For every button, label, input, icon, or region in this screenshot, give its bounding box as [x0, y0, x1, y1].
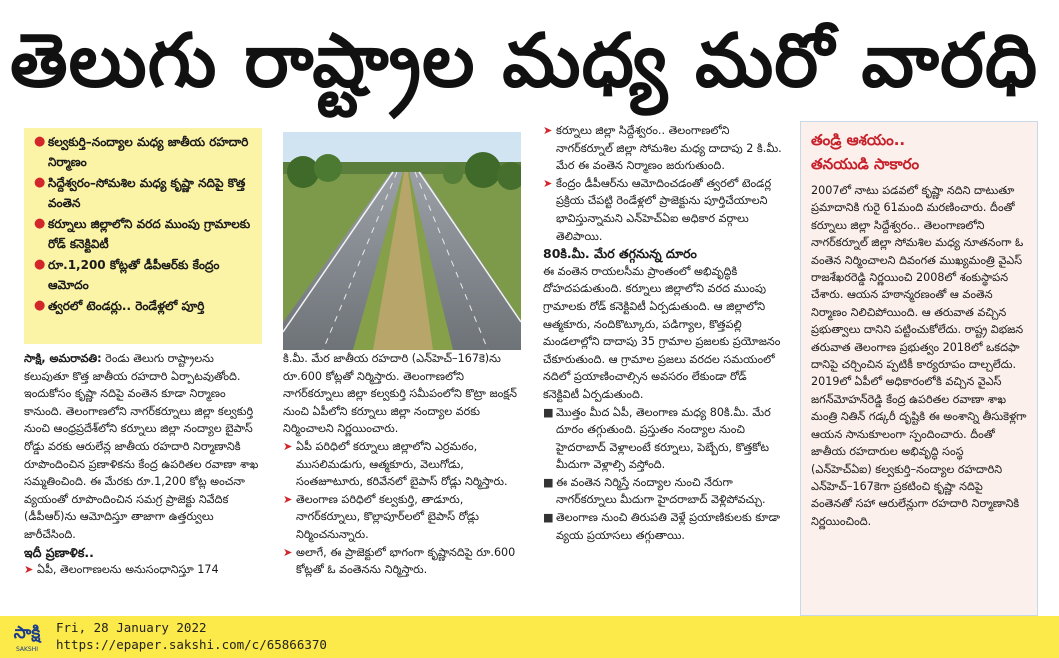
- list-item: [543, 404, 783, 474]
- list-item-text: కర్నూలు జిల్లా సిద్దేశ్వరం.. తెలంగాణలోని నాగర్‌కర్నూల్ జిల్లా సోమశిల మధ్య దాదాపు 2 కి.మీ. మేర ఈ వంతెన నిర్మాణం జరుగుతుంది.: [556, 124, 782, 173]
- list-item: [543, 474, 783, 509]
- list-item-text: మొత్తం మీద ఏపీ, తెలంగాణ మధ్య 80కి.మీ. మేర దూరం తగ్గుతుంది. ప్రస్తుతం నంద్యాల నుంచి హైదరాబాద్ వెళ్లాలంటే కర్నూలు, పెబ్బేరు, కొత్తకోట మీదుగా వెళ్లాల్సి వస్తోంది.: [556, 405, 771, 472]
- list-item: [283, 438, 521, 491]
- list-item-text: ఏపీ పరిధిలో కర్నూలు జిల్లాలోని ఎర్రమఠం, ముసలిమడుగు, ఆత్మకూరు, వెలుగోడు, సంతజూటూరు, కరివేనలో బైపాస్ రోడ్లు నిర్మిస్తారు.: [296, 439, 508, 489]
- list-item: [24, 561, 262, 579]
- sidebar-title: తండ్రి ఆశయం..: [811, 131, 906, 149]
- section-subhead: ఇదీ ప్రణాళిక..: [24, 544, 94, 560]
- column-2: [283, 350, 521, 614]
- highlight-text: కర్నూలు జిల్లాలోని వరద ముంపు గ్రామాలకు రోడ్ కనెక్టివిటీ: [48, 217, 251, 251]
- square-bullet-icon: ■: [543, 405, 554, 419]
- highlight-item: [32, 132, 256, 172]
- highlight-item: [32, 173, 256, 213]
- bullet-dot-icon: ●: [34, 216, 46, 231]
- list-item-text: తెలంగాణ పరిధిలో కల్వకుర్తి, తాడూరు, నాగర్‌కర్నూలు, కొల్లాపూర్‌లలో బైపాస్ రోడ్లు నిర్మించనున్నారు.: [296, 492, 480, 541]
- highlight-text: కల్వకుర్తి–నంద్యాల మధ్య జాతీయ రహదారి నిర్మాణం: [48, 135, 249, 169]
- sidebar-box: [800, 121, 1038, 616]
- arrow-bullet-icon: ➤: [283, 545, 293, 559]
- square-bullet-icon: ■: [543, 475, 554, 489]
- highlight-item: [32, 296, 256, 316]
- highlight-text: రూ.1,200 కోట్లతో డీపీఆర్‌కు కేంద్రం ఆమోదం: [48, 258, 220, 292]
- headline: తెలుగు రాష్ట్రాల మధ్య మరో వారధి: [10, 18, 1039, 104]
- list-item-text: కేంద్రం డీపీఆర్‌ను ఆమోదించడంతో త్వరలో టెండర్ల ప్రక్రియ చేపట్టి రెండేళ్లలో ప్రాజెక్టును పూర్తిచేయాలని భావిస్తున్నామని ఎన్‌హెచ్ఏఐ అధికార వర్గాలు తెలిపాయి.: [556, 176, 772, 243]
- sidebar-subtitle: తనయుడి సాకారం: [811, 155, 920, 173]
- sakshi-logo: [4, 621, 50, 654]
- list-item-text: ఈ వంతెన నిర్మిస్తే నంద్యాల నుంచి నేరుగా నాగర్‌కర్నూలు మీదుగా హైదరాబాద్ వెళ్లిపోవచ్చు.: [556, 475, 766, 507]
- highlight-item: [32, 255, 256, 295]
- highway-image: [283, 132, 521, 350]
- list-item: [283, 491, 521, 544]
- article-text: కి.మీ. మేర జాతీయ రహదారి (ఎన్‌హెచ్–167కె)ను రూ.600 కోట్లతో నిర్మిస్తారు. తెలంగాణలోని నాగర్‌కర్నూలు జిల్లా కల్వకుర్తి సమీపంలోని కొట్రా జంక్షన్ నుంచి ఏపీలోని కర్నూలు జిల్లా నంద్యాల వరకు నిర్మించాలని నిర్ణయించారు.: [283, 352, 518, 436]
- highlight-item: [32, 214, 256, 254]
- article-text: ఈ వంతెన రాయలసీమ ప్రాంతంలో అభివృద్ధికి దోహదపడుతుంది. కర్నూలు జిల్లాలోని వరద ముంపు గ్రామాలకు రోడ్ కనెక్టివిటీ ఏర్పడుతుంది. ఆ జిల్లాలోని ఆత్మకూరు, నందికొట్కూరు, పడిగ్యాల, కొత్తపల్లి మండలాల్లోని దాదాపు 35 గ్రామాల ప్రజలకు ప్రయోజనం చేకూరుతుంది. ఆ గ్రామాల ప్రజలు వరదల సమయంలో నదిలో ప్రయాణించాల్సిన అవసరం లేకుండా రోడ్ కనెక్టివిటీ ఏర్పడుతుంది.: [543, 264, 781, 401]
- highlight-text: త్వరలో టెండర్లు.. రెండేళ్లలో పూర్తి: [48, 299, 205, 313]
- column-1: [24, 350, 262, 614]
- bullet-dot-icon: ●: [34, 257, 46, 272]
- highway-photo: [283, 132, 521, 350]
- highlight-text: సిద్దేశ్వరం–సోమశిల మధ్య కృష్ణా నదిపై కొత్త వంతెన: [48, 176, 246, 210]
- footer-bar: [0, 616, 1059, 658]
- edition-date: Fri, 28 January 2022: [56, 620, 207, 635]
- bullet-dot-icon: ●: [34, 134, 46, 149]
- arrow-bullet-icon: ➤: [283, 492, 293, 506]
- list-item: [283, 544, 521, 579]
- bullet-dot-icon: ●: [34, 175, 46, 190]
- section-subhead: 80కి.మీ. మేర తగ్గనున్న దూరం: [543, 246, 697, 262]
- column-3: [543, 122, 783, 614]
- highlights-box: [24, 128, 262, 344]
- list-item: [543, 122, 783, 175]
- list-item: [543, 175, 783, 245]
- dateline: సాక్షి, అమరావతి:: [24, 352, 102, 365]
- list-item: [543, 509, 783, 544]
- article-text: రెండు తెలుగు రాష్ట్రాలను కలుపుతూ కొత్త జాతీయ రహదారి ఏర్పాటవుతోంది. ఇందుకోసం కృష్ణా నదిపై వంతెన కూడా నిర్మాణం కానుంది. తెలంగాణలోని నాగర్‌కర్నూలు జిల్లా కల్వకుర్తి నుంచి ఆంధ్రప్రదేశ్‌లోని కర్నూలు జిల్లా నంద్యాల బైపాస్ రోడ్డు వరకు ఆరులేన్ల జాతీయ రహదారి నిర్మాణానికి రూపొందించిన ప్రణాళికను కేంద్ర ఉపరితల రవాణా శాఖ సమ్మతించింది. ఈ మేరకు రూ.1,200 కోట్ల అంచనా వ్యయంతో రూపొందించిన సమగ్ర ప్రాజెక్టు నివేదిక (డీపీఆర్)ను ఆమోదిస్తూ తాజాగా ఉత్తర్వులు జారీచేసింది.: [24, 352, 259, 541]
- logo-subtext: SAKSHI: [15, 646, 39, 653]
- square-bullet-icon: ■: [543, 511, 554, 525]
- arrow-bullet-icon: ➤: [24, 563, 34, 577]
- logo-text: సాక్షి: [13, 623, 41, 643]
- epaper-link[interactable]: https://epaper.sakshi.com/c/65866370: [56, 637, 327, 652]
- list-item-text: తెలంగాణ నుంచి తిరుపతి వెళ్లే ప్రయాణికులకు కూడా వ్యయ ప్రయాసలు తగ్గుతాయి.: [556, 511, 780, 542]
- article-intro: [24, 350, 262, 544]
- list-item-text: అలాగే, ఈ ప్రాజెక్టులో భాగంగా కృష్ణానదిపై రూ.600 కోట్లతో ఓ వంతెనను నిర్మిస్తారు.: [296, 545, 516, 577]
- arrow-bullet-icon: ➤: [283, 439, 293, 453]
- bullet-dot-icon: ●: [34, 298, 46, 313]
- list-item-text: ఏపీ, తెలంగాణలను అనుసంధానిస్తూ 174: [37, 563, 219, 577]
- arrow-bullet-icon: ➤: [543, 124, 553, 137]
- arrow-bullet-icon: ➤: [543, 176, 553, 190]
- sidebar-text: 2007లో నాటు పడవలో కృష్ణా నదిని దాటుతూ ప్రమాదానికి గురై 61మంది మరణించారు. దీంతో కర్నూలు జిల్లా సిద్దేశ్వరం.. తెలంగాణలోని నాగర్‌కర్నూల్ జిల్లా సోమశిల మధ్య నూతనంగా ఓ వంతెన నిర్మించాలని దివంగత ముఖ్యమంత్రి వైఎస్ రాజశేఖరరెడ్డి నిర్ణయించి 2008లో శంకుస్థాపన చేశారు. ఆయన హఠాన్మరణంతో ఆ వంతెన నిర్మాణం నిలిచిపోయింది. ఆ తరువాత వచ్చిన ప్రభుత్వాలు దానిని పట్టించుకోలేదు. రాష్ట్ర విభజన తరువాత తెలంగాణ ప్రభుత్వం 2018లో ఒకదఫా దానిపై చర్చించిన ప్పటికీ కార్యరూపం దాల్చలేదు. 2019లో ఏపీలో అధికారంలోకి వచ్చిన వైఎస్ జగన్‌మోహన్‌రెడ్డి కేంద్ర ఉపరితల రవాణా శాఖ మంత్రి నితిన్ గడ్కరీ దృష్టికి ఈ అంశాన్ని తీసుకెళ్లగా ఆయన సానుకూలంగా స్పందించారు. దీంతో జాతీయ రహదారుల అభివృద్ధి సంస్థ (ఎన్‌హెచ్ఏఐ) కల్వకుర్తి–నంద్యాల రహదారిని ఎన్‌హెచ్–167కెగా ప్రకటించి కృష్ణా నదిపై వంతెనతో సహా ఆరులేన్లుగా రహదారి నిర్మాణానికి నిర్ణయించింది.: [811, 184, 1027, 528]
